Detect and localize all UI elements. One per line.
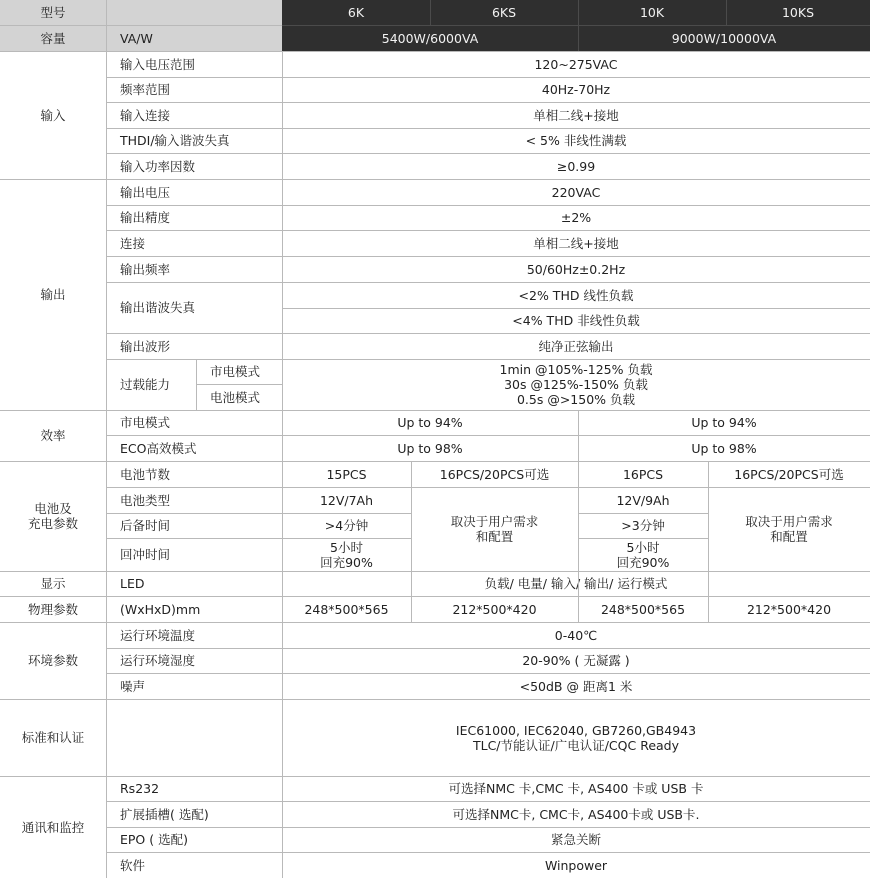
comms-slot-label: 扩展插槽( 选配) <box>120 806 209 822</box>
model-10k: 10K <box>578 0 726 25</box>
battery-backup-6k: >4分钟 <box>324 518 369 533</box>
row-divider <box>106 801 870 802</box>
row-divider <box>106 205 870 206</box>
input-voltage-range-value: 120~275VAC <box>534 56 618 72</box>
env-noise-label: 噪声 <box>120 678 146 694</box>
battery-count-6ks: 16PCS/20PCS可选 <box>439 466 550 482</box>
group-standards: 标准和认证 <box>21 730 85 745</box>
col-divider <box>282 51 283 878</box>
env-noise-value: <50dB @ 距离1 米 <box>519 678 633 694</box>
input-pf-value: ≥0.99 <box>556 158 596 174</box>
input-thdi-label: THDI/输入谐波失真 <box>120 133 230 148</box>
col-divider <box>578 410 579 622</box>
row-divider <box>578 538 708 539</box>
input-freq-range-label: 频率范围 <box>120 82 171 97</box>
efficiency-mains-10k: Up to 94% <box>691 415 757 430</box>
output-overload-value: 1min @105%-125% 负载 30s @125%-150% 负载 0.5s @>150% 负载 <box>499 362 653 407</box>
group-environment: 环境参数 <box>27 653 78 668</box>
row-divider <box>106 128 870 129</box>
battery-count-6k: 15PCS <box>326 466 367 482</box>
battery-backup-10k: >3分钟 <box>621 518 665 533</box>
row-divider <box>106 852 870 853</box>
standards-label-blank <box>106 699 282 776</box>
row-divider <box>106 230 870 231</box>
physical-dim-6ks: 212*500*420 <box>452 601 537 617</box>
capacity-6k-group: 5400W/6000VA <box>282 25 578 51</box>
display-value: 负载/ 电量/ 输入/ 输出/ 运行模式 <box>484 576 668 591</box>
comms-software-value: Winpower <box>544 857 608 873</box>
row-divider <box>106 77 870 78</box>
group-comms: 通讯和监控 <box>21 819 85 835</box>
input-thdi-value: < 5% 非线性满载 <box>525 133 627 148</box>
efficiency-mains-6k: Up to 94% <box>397 415 463 430</box>
model-header-blank <box>106 0 282 25</box>
model-6ks: 6KS <box>430 0 578 25</box>
row-divider <box>282 308 870 309</box>
battery-user-config-6ks: 取决于用户需求 和配置 <box>450 514 539 544</box>
battery-backup-label: 后备时间 <box>120 518 171 533</box>
efficiency-mains-label: 市电模式 <box>120 415 171 430</box>
col-divider <box>411 461 412 622</box>
battery-count-10k: 16PCS <box>622 466 664 482</box>
comms-rs232-label: Rs232 <box>120 781 160 796</box>
capacity-10k-group: 9000W/10000VA <box>578 25 870 51</box>
standards-value: IEC61000, IEC62040, GB7260,GB4943 TLC/节能认证/广电认证/CQC Ready <box>455 722 697 753</box>
group-input: 输入 <box>40 107 66 123</box>
battery-recharge-label: 回冲时间 <box>120 547 171 562</box>
header-col-divider-dark <box>578 0 579 51</box>
row-divider <box>106 282 870 283</box>
efficiency-eco-6k: Up to 98% <box>397 440 463 456</box>
battery-type-label: 电池类型 <box>120 492 171 508</box>
model-10ks: 10KS <box>726 0 870 25</box>
row-divider <box>106 435 870 436</box>
input-freq-range-value: 40Hz-70Hz <box>541 82 611 97</box>
display-label: LED <box>120 576 145 591</box>
header-col-divider-dark <box>430 0 431 25</box>
battery-count-label: 电池节数 <box>120 466 171 482</box>
capacity-unit-label: VA/W <box>106 25 282 51</box>
output-accuracy-label: 输出精度 <box>120 210 171 225</box>
row-divider <box>106 513 411 514</box>
col-divider <box>106 51 107 878</box>
row-divider <box>106 153 870 154</box>
row-divider <box>0 596 870 597</box>
header-divider <box>0 25 282 26</box>
output-connection-value: 单相二线+接地 <box>533 235 619 251</box>
output-connection-label: 连接 <box>120 235 146 251</box>
row-divider <box>106 487 870 488</box>
output-accuracy-value: ±2% <box>560 210 592 225</box>
output-freq-value: 50/60Hz±0.2Hz <box>526 261 626 277</box>
input-connection-label: 输入连接 <box>120 107 171 123</box>
group-efficiency: 效率 <box>40 428 66 443</box>
row-divider <box>0 776 870 777</box>
row-divider <box>0 461 870 462</box>
battery-count-10ks: 16PCS/20PCS可选 <box>734 466 844 482</box>
comms-software-label: 软件 <box>120 857 146 873</box>
output-overload-label: 过载能力 <box>120 377 171 392</box>
env-humidity-value: 20-90% ( 无凝露 ) <box>522 653 630 668</box>
row-divider <box>0 410 870 411</box>
comms-slot-value: 可选择NMC卡, CMC卡, AS400卡或 USB卡. <box>452 806 700 822</box>
row-divider <box>106 102 870 103</box>
physical-label: (WxHxD)mm <box>120 601 201 617</box>
efficiency-eco-10k: Up to 98% <box>691 440 757 456</box>
model-header-label: 型号 <box>0 0 106 25</box>
row-divider <box>106 648 870 649</box>
input-pf-label: 输入功率因数 <box>120 158 196 174</box>
row-divider <box>0 699 870 700</box>
group-battery: 电池及 充电参数 <box>27 501 78 531</box>
group-output: 输出 <box>40 287 66 302</box>
output-freq-label: 输出频率 <box>120 261 171 277</box>
battery-recharge-6k: 5小时 回充90% <box>320 539 373 570</box>
row-divider <box>578 513 708 514</box>
efficiency-eco-label: ECO高效模式 <box>120 440 197 456</box>
output-thd-linear-value: <2% THD 线性负载 <box>518 287 634 303</box>
row-divider <box>106 673 870 674</box>
header-col-divider-dark <box>726 0 727 25</box>
physical-dim-6k: 248*500*565 <box>304 601 389 617</box>
col-divider <box>708 461 709 622</box>
input-voltage-range-label: 输入电压范围 <box>120 56 196 72</box>
capacity-header-label: 容量 <box>0 25 106 51</box>
output-thd-label: 输出谐波失真 <box>120 300 196 315</box>
row-divider <box>106 256 870 257</box>
output-waveform-label: 输出波形 <box>120 338 171 354</box>
group-display: 显示 <box>40 576 66 591</box>
battery-user-config-10ks: 取决于用户需求 和配置 <box>745 514 833 544</box>
header-divider-dark <box>282 25 870 26</box>
battery-type-10k: 12V/9Ah <box>616 492 670 508</box>
env-humidity-label: 运行环境湿度 <box>120 653 196 668</box>
row-divider <box>0 179 870 180</box>
row-divider <box>0 622 870 623</box>
output-overload-mains-mode: 市电模式 <box>210 364 261 379</box>
input-connection-value: 单相二线+接地 <box>533 107 619 123</box>
output-waveform-value: 纯净正弦输出 <box>538 338 614 354</box>
battery-recharge-10k: 5小时 回充90% <box>616 539 670 570</box>
header-col-divider <box>106 0 107 51</box>
battery-type-6k: 12V/7Ah <box>319 492 374 508</box>
model-6k: 6K <box>282 0 430 25</box>
output-thd-nonlinear-value: <4% THD 非线性负载 <box>512 313 640 328</box>
row-divider <box>0 571 870 572</box>
comms-epo-label: EPO ( 选配) <box>120 832 188 847</box>
comms-rs232-value: 可选择NMC 卡,CMC 卡, AS400 卡或 USB 卡 <box>448 781 704 796</box>
row-divider <box>106 359 870 360</box>
output-overload-battery-mode: 电池模式 <box>210 389 261 405</box>
row-divider <box>0 51 870 52</box>
physical-dim-10k: 248*500*565 <box>600 601 686 617</box>
env-temp-label: 运行环境温度 <box>120 627 196 643</box>
row-divider <box>196 384 282 385</box>
output-voltage-label: 输出电压 <box>120 184 171 200</box>
row-divider <box>106 333 870 334</box>
row-divider <box>106 827 870 828</box>
row-divider <box>106 538 411 539</box>
env-temp-value: 0-40℃ <box>554 627 598 643</box>
output-voltage-value: 220VAC <box>551 184 601 200</box>
group-physical: 物理参数 <box>27 601 78 617</box>
physical-dim-10ks: 212*500*420 <box>746 601 832 617</box>
comms-epo-value: 紧急关断 <box>550 832 601 847</box>
